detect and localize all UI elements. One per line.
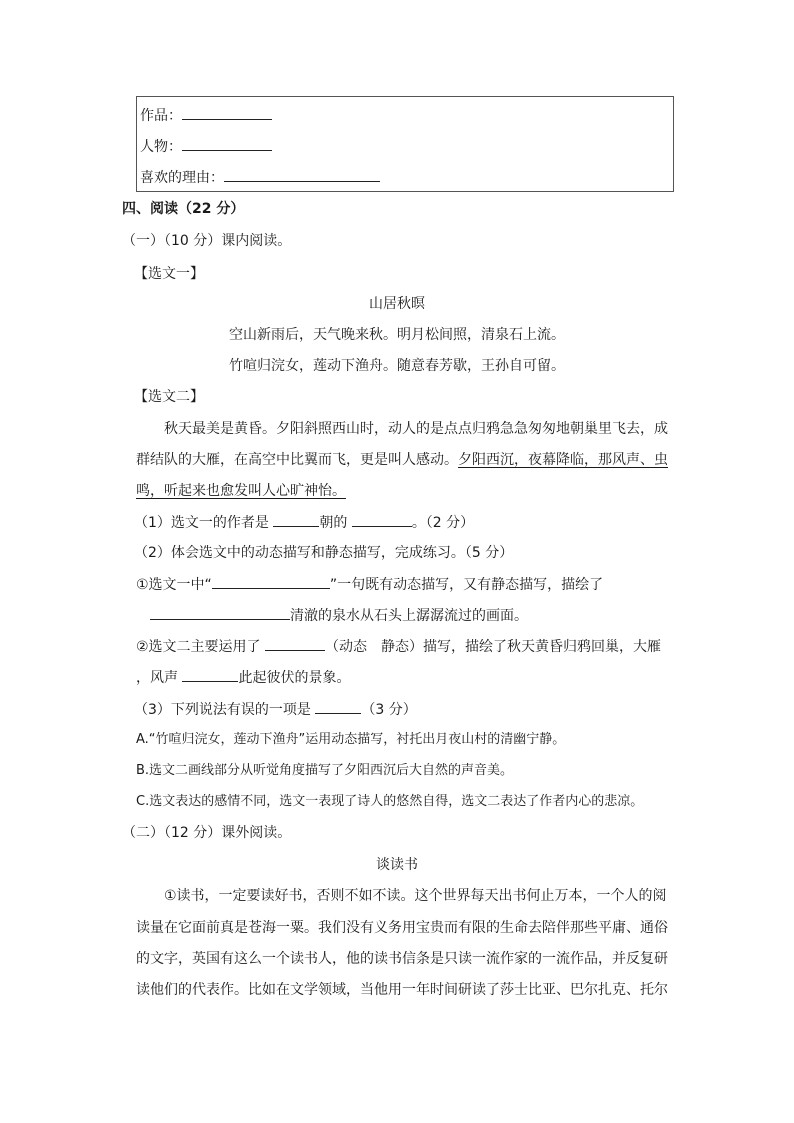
question-2-1-text-c: 清澈的泉水从石头上潺潺流过的画面。 [290,608,528,624]
question-2-2-text-b: （动态 静态）描写，描绘了秋天黄昏归鸦回巢，大雁 [325,639,662,655]
person-label: 人物： [140,139,182,155]
choice-blank[interactable] [315,699,361,714]
question-1-text-b: 朝的 [319,515,352,531]
selection-1-label: 【选文一】 [134,266,204,282]
reason-row [140,167,380,188]
question-3 [134,699,417,720]
reason-label: 喜欢的理由： [140,170,224,186]
selection-2-line-2 [136,450,668,470]
poem-line-blank[interactable] [212,574,330,589]
scene-blank[interactable] [150,605,290,620]
question-2: （2）体会选文中的动态描写和静态描写，完成练习。（5 分） [134,545,514,561]
question-2-2 [136,636,661,657]
poem-line-2: 竹喧归浣女，莲动下渔舟。随意春芳歇，王孙自可留。 [229,358,565,374]
essay-title: 谈读书 [376,857,418,873]
work-blank[interactable] [182,105,272,120]
selection-2-line-1: 秋天最美是黄昏。夕阳斜照西山时，动人的是点点归鸦急急匆匆地朝巢里飞去，成 [164,421,668,437]
question-2-1-text-b: ”一句既有动态描写，又有静态描写，描绘了 [329,577,604,593]
description-type-blank[interactable] [265,636,325,651]
selection-2-label: 【选文二】 [134,389,204,405]
essay-line-1: ①读书，一定要读好书，否则不如不读。这个世界每天出书何止万本，一个人的阅 [164,888,667,904]
essay-line-2: 读量在它面前真是苍海一粟。我们没有义务用宝贵而有限的生命去陪伴那些平庸、通俗 [136,920,668,936]
question-2-2-text-d: 此起彼伏的景象。 [238,670,351,686]
selection-2-line-3-underlined: 鸣，听起来也愈发叫人心旷神怡。 [136,483,346,499]
poem-title: 山居秋暝 [369,296,425,312]
dynasty-blank[interactable] [273,512,319,527]
question-3-text-a: （3）下列说法有误的一项是 [134,702,316,718]
selection-2-line-2-plain: 群结队的大雁，在高空中比翼而飞，更是叫人感动。 [136,452,458,468]
person-row [140,136,272,157]
poem-line-1: 空山新雨后，天气晚来秋。明月松间照，清泉石上流。 [229,327,565,343]
selection-2-line-2-underlined: 夕阳西沉，夜幕降临，那风声、虫 [458,452,668,468]
question-1 [134,512,474,533]
option-a: A.“竹喧归浣女，莲动下渔舟”运用动态描写，衬托出月夜山村的清幽宁静。 [136,732,566,747]
part-1-heading: （一）（10 分）课内阅读。 [122,233,292,249]
question-2-1 [136,574,603,595]
work-row [140,105,272,126]
work-label: 作品： [140,108,182,124]
question-2-2-text-a: ②选文二主要运用了 [136,639,266,655]
question-1-text-a: （1）选文一的作者是 [134,515,274,531]
section-4-title: 四、阅读（22 分） [122,201,245,217]
question-3-text-b: （3 分） [361,702,417,718]
sound-blank[interactable] [182,667,238,682]
question-2-1-cont [150,605,528,626]
answer-box [136,96,674,192]
question-2-2-text-c: ，风声 [136,670,183,686]
essay-line-3: 的文字，英国有这么一个读书人，他的读书信条是只读一流作家的一流作品，并反复研 [136,951,668,967]
person-blank[interactable] [182,136,272,151]
question-2-2-cont [136,667,350,688]
essay-line-4: 读他们的代表作。比如在文学领域，当他用一年时间研读了莎士比亚、巴尔扎克、托尔 [136,982,668,998]
option-b: B.选文二画线部分从听觉角度描写了夕阳西沉后大自然的声音美。 [136,763,514,778]
option-c: C.选文表达的感情不同，选文一表现了诗人的悠然自得，选文二表达了作者内心的悲凉。 [136,794,644,809]
reason-blank[interactable] [224,167,380,182]
part-2-heading: （二）（12 分）课外阅读。 [122,825,292,841]
question-2-1-text-a: ①选文一中“ [136,577,212,593]
question-1-text-c: 。（2 分） [411,515,475,531]
author-blank[interactable] [352,512,412,527]
